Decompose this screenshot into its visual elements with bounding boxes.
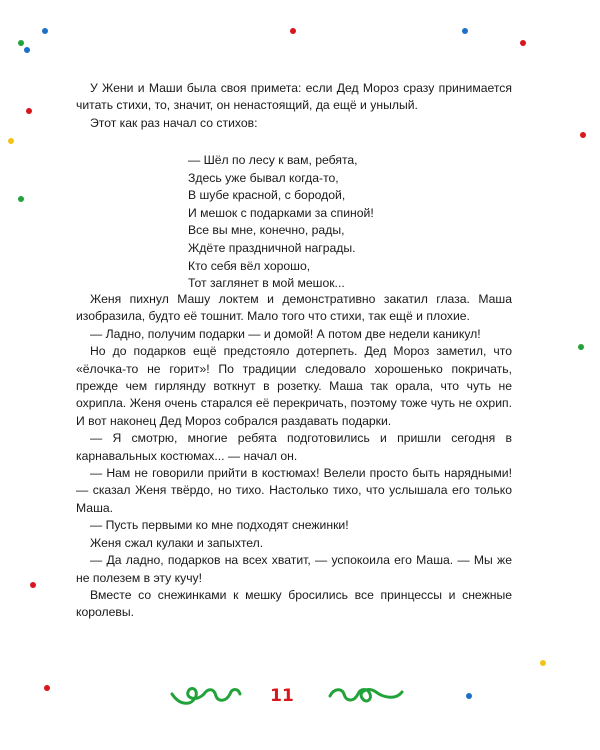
paragraph: Но до подарков ещё предстояло дотерпеть. Дед Мороз заметил, что «ёлочка-то не горит»! По традиции следовало хорошенько покричать, прежде чем гирлянду воткнут в розетку. Маша так орала, что чуть не охрипла. Женя очень старался её перекричать, поэтому тоже чуть не охрип. И вот наконец Дед Мороз собрался раздавать подарки. bbox=[76, 344, 512, 428]
paragraph: — Пусть первыми ко мне подходят снежинки! bbox=[90, 518, 349, 533]
poem-line: Кто себя вёл хорошо, bbox=[188, 258, 311, 273]
paragraph: Вместе со снежинками к мешку бросились все принцессы и снежные королевы. bbox=[76, 587, 512, 620]
paragraph: У Жени и Маши была своя примета: если Дед Мороз сразу принимается читать стихи, то, значит, он ненастоящий, да ещё и унылый. bbox=[76, 81, 512, 113]
poem-line: В шубе красной, с бородой, bbox=[188, 188, 346, 203]
confetti-dot bbox=[290, 28, 296, 34]
paragraph: Этот как раз начал со стихов: bbox=[90, 115, 258, 130]
poem-line: И мешок с подарками за спиной! bbox=[188, 205, 374, 220]
confetti-dot bbox=[24, 47, 30, 53]
confetti-dot bbox=[462, 28, 468, 34]
confetti-dot bbox=[26, 108, 32, 114]
confetti-dot bbox=[42, 28, 48, 34]
body-text bbox=[76, 291, 512, 622]
paragraph: Женя пихнул Машу локтем и демонстративно закатил глаза. Маша изобразила, будто её тошнит. Мало того что стихи, так ещё и плохие. bbox=[76, 292, 512, 324]
confetti-dot bbox=[18, 40, 24, 46]
paragraph: — Ладно, получим подарки — и домой! А потом две недели каникул! bbox=[90, 326, 481, 341]
left-swirl-icon bbox=[172, 689, 240, 704]
poem bbox=[188, 152, 374, 293]
poem-line: Тот заглянет в мой мешок... bbox=[188, 276, 345, 291]
paragraph: Женя сжал кулаки и запыхтел. bbox=[90, 535, 264, 550]
poem-line: Ждёте праздничной награды. bbox=[188, 240, 356, 255]
confetti-dot bbox=[578, 344, 584, 350]
right-swirl-icon bbox=[330, 690, 402, 701]
paragraph: — Я смотрю, многие ребята подготовились и пришли сегодня в карнавальных костюмах... — начал он. bbox=[76, 431, 512, 463]
confetti-dot bbox=[18, 196, 24, 202]
poem-line: Все вы мне, конечно, рады, bbox=[188, 223, 345, 238]
confetti-dot bbox=[520, 40, 526, 46]
intro-text bbox=[76, 80, 512, 132]
confetti-dot bbox=[580, 132, 586, 138]
confetti-dot bbox=[30, 582, 36, 588]
paragraph: — Да ладно, подарков на всех хватит, — успокоила его Маша. — Мы же не полезем в эту кучу! bbox=[76, 553, 512, 585]
paragraph: — Нам не говорили прийти в костюмах! Велели просто быть нарядными! — сказал Женя твёрдо, но тихо. Настолько тихо, что услышала его только Маша. bbox=[76, 466, 512, 515]
poem-line: — Шёл по лесу к вам, ребята, bbox=[188, 153, 358, 167]
poem-line: Здесь уже бывал когда-то, bbox=[188, 170, 339, 185]
confetti-dot bbox=[8, 138, 14, 144]
page-number: 11 bbox=[270, 686, 294, 706]
confetti-dot bbox=[540, 660, 546, 666]
